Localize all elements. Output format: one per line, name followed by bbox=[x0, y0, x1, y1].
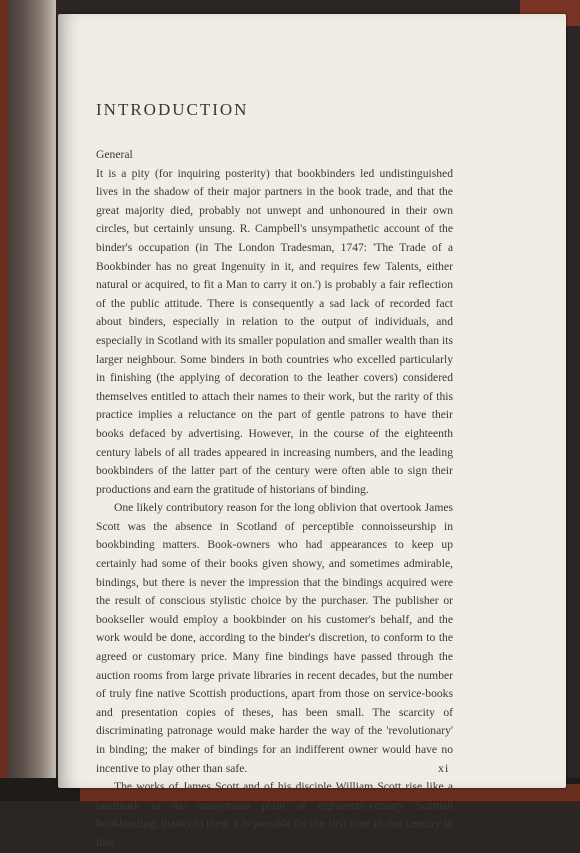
page-number: xi bbox=[438, 761, 450, 775]
paragraph-1: It is a pity (for inquiring posterity) that bookbinders led undistinguished lives in the shadow of their major partners in the book trade, and that the great majority died, probably not unwept and unhonoured in their own circles, but certainly unsung. R. Campbell's unsympathetic account of the binder's occupation (in The London Tradesman, 1747: 'The Trade of a Bookbinder has no great Ingenuity in it, and requires few Talents, either natural or acquired, to fit a Man to carry it on.') is probably a fair reflection of the public attitude. There is consequently a sad lack of recorded fact about binders, especially in relation to the output of individuals, and especially in Scotland with its smaller population and smaller wealth than its larger neighbour. Some binders in both countries who excelled particularly in finishing (the applying of decoration to the leather covers) considered themselves entitled to attach their names to their work, but the rarity of this practice implies a reluctance on the part of gentle patrons to have their books defaced by advertising. However, in the course of the eighteenth century labels of all trades appeared in increasing numbers, and the leading bookbinders of the latter part of the century were often able to sign their productions and earn the gratitude of historians of binding. bbox=[96, 166, 453, 496]
body-text bbox=[96, 146, 453, 853]
chapter-heading: INTRODUCTION bbox=[96, 100, 249, 119]
book-cover-edge bbox=[0, 0, 8, 801]
section-subheading: General bbox=[96, 148, 133, 161]
paragraph-2: One likely contributory reason for the long oblivion that overtook James Scott was the absence in Scotland of perceptible connoisseurship in bookbinding matters. Book-owners who had appearances to keep up certainly had some of their books given showy, and sometimes admirable, bindings, but there is never the impression that the bindings acquired were the result of conscious stylistic choice by the purchaser. The publisher or bookseller would employ a bookbinder on his customer's behalf, and the work would be done, according to the binder's discretion, to conform to the agreed or customary price. Many fine bindings have passed through the auction rooms from large private libraries in recent decades, but the number of truly fine native Scottish productions, apart from those on service-books and presentation copies of theses, has been small. The scarcity of discriminating patronage would make harder the way of the 'revolutionary' in binding; the maker of bindings for an indifferent owner would have no incentive to play other than safe. bbox=[96, 501, 453, 775]
book-left-edge bbox=[0, 0, 56, 801]
paragraph-3: The works of James Scott and of his disciple William Scott rise like a landmark in the anonymous plain of eighteenth-century Scottish bookbinding; thanks to them it is possible for the first time in that century to link bbox=[96, 780, 453, 849]
